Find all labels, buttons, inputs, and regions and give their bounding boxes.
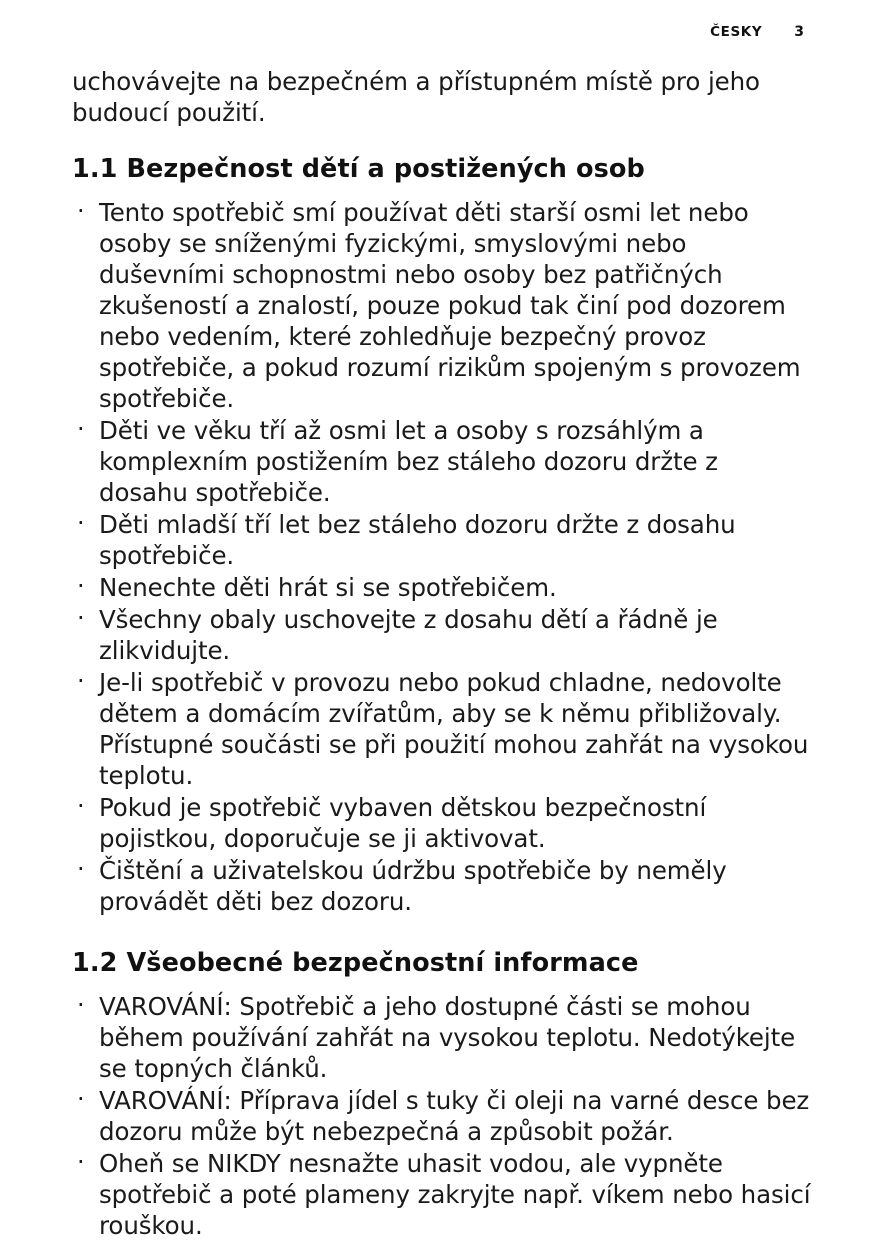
list-item: · Děti mladší tří let bez stáleho dozoru držte z dosahu spotřebiče. bbox=[72, 510, 812, 572]
list-item: · Nenechte děti hrát si se spotřebičem. bbox=[72, 573, 812, 604]
list-item: · Pokud je spotřebič vybaven dětskou bezpečnostní pojistkou, doporučuje se ji aktivovat. bbox=[72, 793, 812, 855]
section-title-2: 1.2 Všeobecné bezpečnostní informace bbox=[72, 947, 639, 978]
list-item: · Děti ve věku tří až osmi let a osoby s rozsáhlým a komplexním postižením bez stáleho dozoru držte z dosahu spotřebiče. bbox=[72, 416, 812, 509]
header-language: ČESKY bbox=[710, 24, 763, 40]
section-title-1: 1.1 Bezpečnost dětí a postižených osob bbox=[72, 154, 645, 185]
page-header bbox=[62, 24, 812, 40]
header-page-number: 3 bbox=[794, 24, 804, 40]
section-list-2 bbox=[72, 992, 812, 1242]
intro-paragraph: uchovávejte na bezpečném a přístupném místě pro jeho budoucí použití. bbox=[72, 67, 760, 128]
list-item: · Oheň se NIKDY nesnažte uhasit vodou, ale vypněte spotřebič a poté plameny zakryjte např. víkem nebo hasicí rouškou. bbox=[72, 1149, 812, 1242]
list-item: · VAROVÁNÍ: Spotřebič a jeho dostupné části se mohou během používání zahřát na vysokou teplotu. Nedotýkejte se topných článků. bbox=[72, 992, 812, 1085]
list-item: · Je-li spotřebič v provozu nebo pokud chladne, nedovolte dětem a domácím zvířatům, aby se k němu přibližovaly. Přístupné součásti se při použití mohou zahřát na vysokou teplotu. bbox=[72, 668, 812, 792]
list-item: · Všechny obaly uschovejte z dosahu dětí a řádně je zlikvidujte. bbox=[72, 605, 812, 667]
section-list-1 bbox=[72, 198, 812, 918]
list-item: · VAROVÁNÍ: Příprava jídel s tuky či oleji na varné desce bez dozoru může být nebezpečná a způsobit požár. bbox=[72, 1086, 812, 1148]
list-item: · Tento spotřebič smí používat děti starší osmi let nebo osoby se sníženými fyzickými, smyslovými nebo duševními schopnostmi nebo osoby bez patřičných zkušeností a znalostí, pouze pokud tak činí pod dozorem nebo vedením, které zohledňuje bezpečný provoz spotřebiče, a pokud rozumí rizikům spojeným s provozem spotřebiče. bbox=[72, 198, 812, 415]
list-item: · Čištění a uživatelskou údržbu spotřebiče by neměly provádět děti bez dozoru. bbox=[72, 856, 812, 918]
